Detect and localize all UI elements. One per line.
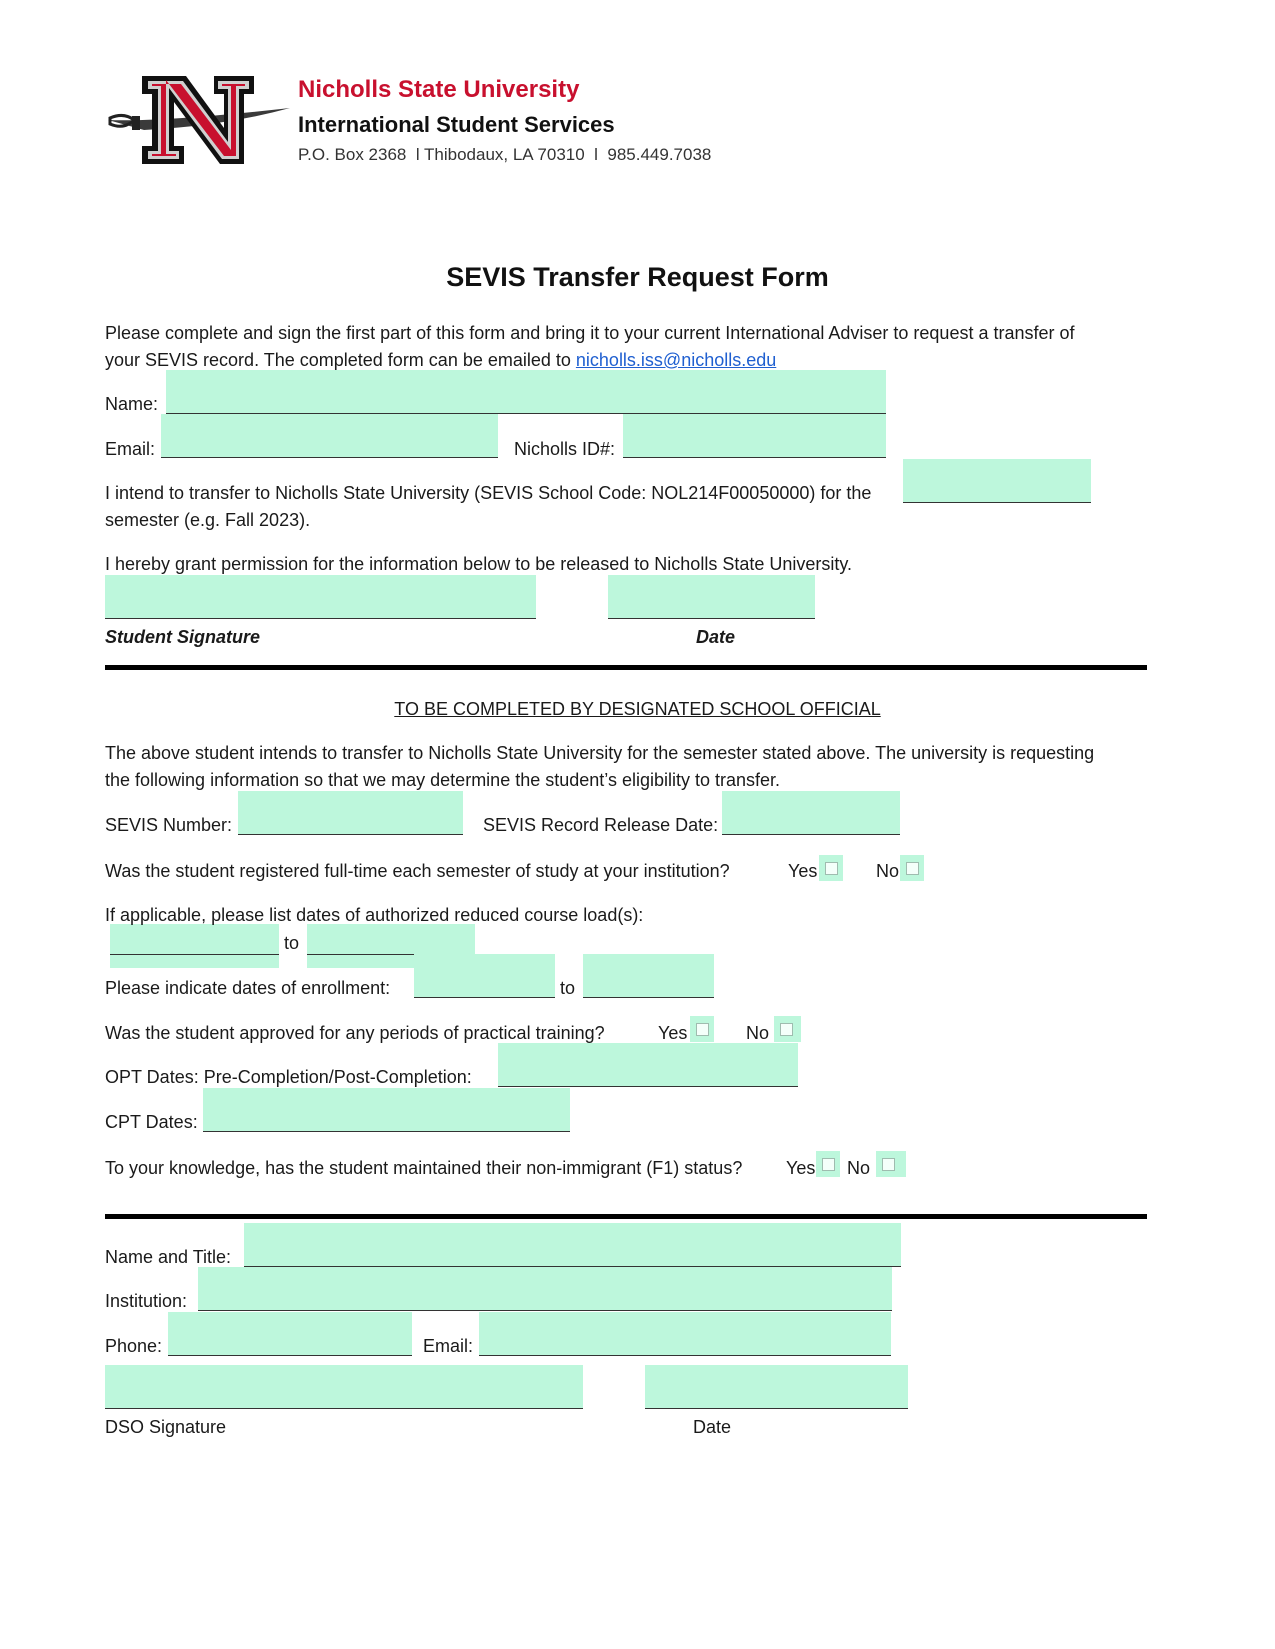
section-divider-1: [105, 665, 1147, 670]
name-title-label: Name and Title:: [105, 1247, 232, 1267]
dso-institution-underline: [198, 1310, 892, 1311]
checkbox-box-icon: [882, 1158, 895, 1171]
nicholls-id-underline: [623, 457, 886, 458]
university-logo: [104, 72, 294, 168]
dso-email-underline: [479, 1355, 891, 1356]
fulltime-yes-label: Yes: [788, 861, 818, 881]
opt-dates-field[interactable]: [498, 1043, 798, 1087]
opt-dates-underline: [498, 1086, 798, 1087]
dso-email-field[interactable]: [479, 1312, 891, 1356]
intend-line-1: I intend to transfer to Nicholls State University (SEVIS School Code: NOL214F00050000) for the: [105, 483, 872, 503]
enrollment-to-underline: [583, 997, 714, 998]
dso-date-field[interactable]: [645, 1365, 908, 1409]
university-name: Nicholls State University: [298, 76, 580, 103]
student-name-field[interactable]: [166, 370, 886, 414]
enrollment-to-label: to: [560, 978, 576, 998]
reduced-load-from-field[interactable]: [110, 924, 279, 968]
intro-line-2-text: your SEVIS record. The completed form can be emailed to: [105, 350, 576, 370]
contact-address: P.O. Box 2368 l Thibodaux, LA 70310 l 985.449.7038: [298, 145, 712, 164]
enrollment-from-field[interactable]: [414, 954, 555, 998]
dso-phone-field[interactable]: [168, 1312, 412, 1356]
student-email-underline: [161, 457, 498, 458]
name-label: Name:: [105, 394, 159, 414]
department-name: International Student Services: [298, 112, 615, 137]
email-label: Email:: [105, 439, 156, 459]
dso-para-line-1: The above student intends to transfer to Nicholls State University for the semester stated above. The university is requesting: [105, 743, 1095, 763]
practical-no-checkbox[interactable]: [774, 1016, 801, 1042]
dso-institution-field[interactable]: [198, 1267, 892, 1311]
checkbox-box-icon: [780, 1023, 793, 1036]
dso-signature-label: DSO Signature: [105, 1417, 227, 1437]
dso-section-heading: TO BE COMPLETED BY DESIGNATED SCHOOL OFFICIAL: [394, 699, 881, 719]
fulltime-question: Was the student registered full-time each semester of study at your institution?: [105, 861, 730, 881]
practical-yes-label: Yes: [658, 1023, 688, 1043]
nicholls-id-label: Nicholls ID#:: [514, 439, 616, 459]
enrollment-to-field[interactable]: [583, 954, 714, 998]
student-signature-underline: [105, 618, 536, 619]
cpt-dates-label: CPT Dates:: [105, 1112, 198, 1132]
fulltime-yes-checkbox[interactable]: [819, 855, 843, 881]
phone-label: Phone:: [105, 1336, 163, 1356]
release-date-underline: [722, 834, 900, 835]
dso-signature-underline: [105, 1408, 583, 1409]
release-date-field[interactable]: [722, 791, 900, 835]
fulltime-no-checkbox[interactable]: [900, 855, 924, 881]
cpt-dates-field[interactable]: [203, 1088, 570, 1132]
reduced-load-from-underline: [110, 954, 279, 955]
intro-line-1: Please complete and sign the first part of this form and bring it to your current International Adviser to request a transfer of: [105, 323, 1075, 343]
semester-underline: [903, 502, 1091, 503]
practical-yes-checkbox[interactable]: [690, 1016, 714, 1042]
fulltime-no-label: No: [876, 861, 900, 881]
dso-date-underline: [645, 1408, 908, 1409]
status-yes-label: Yes: [786, 1158, 816, 1178]
status-yes-checkbox[interactable]: [816, 1151, 840, 1177]
student-email-field[interactable]: [161, 414, 498, 458]
section-divider-2: [105, 1214, 1147, 1219]
student-date-field[interactable]: [608, 575, 815, 619]
form-title: SEVIS Transfer Request Form: [446, 262, 829, 292]
checkbox-box-icon: [825, 862, 838, 875]
sevis-number-label: SEVIS Number:: [105, 815, 233, 835]
practical-training-question: Was the student approved for any periods of practical training?: [105, 1023, 605, 1043]
enrollment-from-underline: [414, 997, 555, 998]
intro-line-2: [105, 349, 776, 371]
opt-dates-label: OPT Dates: Pre-Completion/Post-Completion:: [105, 1067, 472, 1087]
dso-name-title-field[interactable]: [244, 1223, 901, 1267]
student-signature-field[interactable]: [105, 575, 536, 619]
status-no-checkbox[interactable]: [876, 1151, 906, 1177]
practical-no-label: No: [746, 1023, 770, 1043]
status-no-label: No: [847, 1158, 871, 1178]
student-date-underline: [608, 618, 815, 619]
enrollment-label: Please indicate dates of enrollment:: [105, 978, 391, 998]
f1-status-question: To your knowledge, has the student maintained their non-immigrant (F1) status?: [105, 1158, 743, 1178]
sevis-number-underline: [238, 834, 463, 835]
cpt-dates-underline: [203, 1131, 570, 1132]
semester-field[interactable]: [903, 459, 1091, 503]
nicholls-id-field[interactable]: [623, 414, 886, 458]
checkbox-box-icon: [822, 1158, 835, 1171]
institution-label: Institution:: [105, 1291, 188, 1311]
checkbox-box-icon: [906, 862, 919, 875]
dso-date-label: Date: [693, 1417, 732, 1437]
dso-para-line-2: the following information so that we may determine the student’s eligibility to transfer.: [105, 770, 781, 790]
checkbox-box-icon: [696, 1023, 709, 1036]
release-date-label: SEVIS Record Release Date:: [483, 815, 719, 835]
dso-signature-field[interactable]: [105, 1365, 583, 1409]
reduced-load-question: If applicable, please list dates of authorized reduced course load(s):: [105, 905, 644, 925]
reduced-load-to-label: to: [284, 933, 300, 953]
sevis-number-field[interactable]: [238, 791, 463, 835]
student-date-label: Date: [696, 627, 736, 647]
intend-line-2: semester (e.g. Fall 2023).: [105, 510, 311, 530]
dso-phone-underline: [168, 1355, 412, 1356]
dso-email-label: Email:: [423, 1336, 474, 1356]
permission-text: I hereby grant permission for the information below to be released to Nicholls State University.: [105, 554, 853, 574]
student-signature-label: Student Signature: [105, 627, 261, 647]
iss-email-link[interactable]: nicholls.iss@nicholls.edu: [575, 350, 777, 370]
